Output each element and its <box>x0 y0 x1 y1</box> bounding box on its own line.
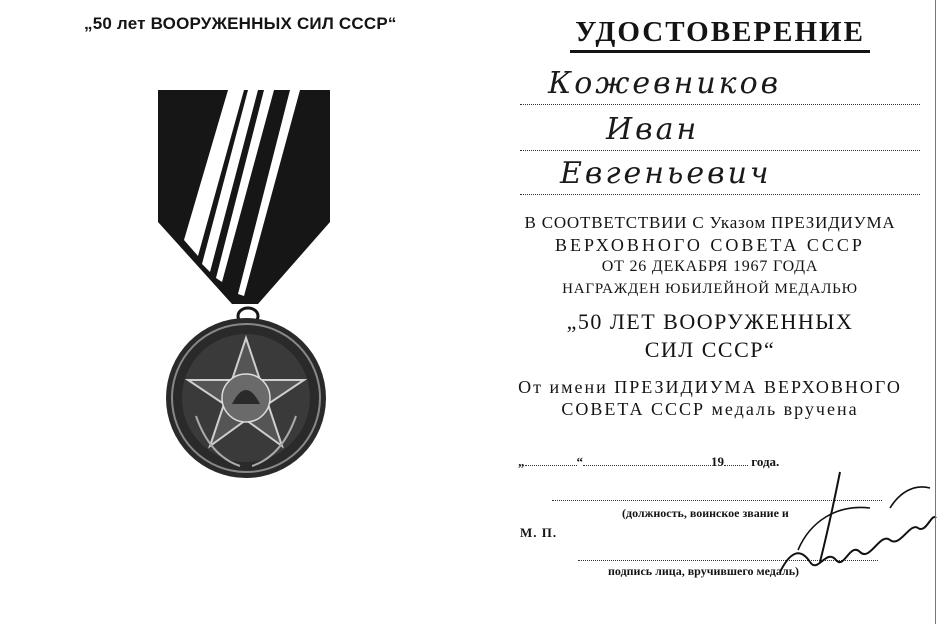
medal-name-line-1: „50 ЛЕТ ВООРУЖЕННЫХ <box>566 309 854 334</box>
page-edge <box>935 0 936 624</box>
date-year: 19 <box>711 454 724 469</box>
presented-line-2: СОВЕТА СССР медаль вручена <box>561 399 859 419</box>
stamp-label: М. П. <box>520 525 558 540</box>
patronymic-line <box>520 194 920 195</box>
medal-illustration <box>140 86 350 486</box>
decree-line-3: ОТ 26 ДЕКАБРЯ 1967 ГОДА <box>601 258 819 275</box>
date-suffix: года. <box>751 454 780 469</box>
left-page-header: „50 лет ВООРУЖЕННЫХ СИЛ СССР“ <box>84 14 397 33</box>
decree-line-4: НАГРАЖДЕН ЮБИЛЕЙНОЙ МЕДАЛЬЮ <box>562 281 858 297</box>
medal-name <box>500 308 920 364</box>
position-caption: (должность, воинское звание и <box>622 506 789 520</box>
presented-line-1: От имени ПРЕЗИДИУМА ВЕРХОВНОГО <box>518 377 902 397</box>
signature-caption: подпись лица, вручившего медаль) <box>608 564 800 578</box>
date-open-quote: „ <box>518 454 525 469</box>
handwritten-signature <box>740 462 940 592</box>
certificate-title: УДОСТОВЕРЕНИЕ <box>570 14 870 53</box>
medal-name-line-2: СИЛ СССР“ <box>644 337 776 362</box>
recipient-patronymic: Евгеньевич <box>560 156 772 191</box>
surname-line <box>520 104 920 105</box>
decree-line-1: В СООТВЕТСТВИИ С Указом ПРЕЗИДИУМА <box>524 213 896 232</box>
recipient-surname: Кожевников <box>548 66 782 101</box>
recipient-first-name: Иван <box>606 112 700 147</box>
presented-paragraph <box>500 376 920 420</box>
decree-line-2: ВЕРХОВНОГО СОВЕТА СССР <box>555 235 865 255</box>
date-close-quote: “ <box>576 454 583 469</box>
decree-paragraph <box>500 212 920 300</box>
first-name-line <box>520 150 920 151</box>
